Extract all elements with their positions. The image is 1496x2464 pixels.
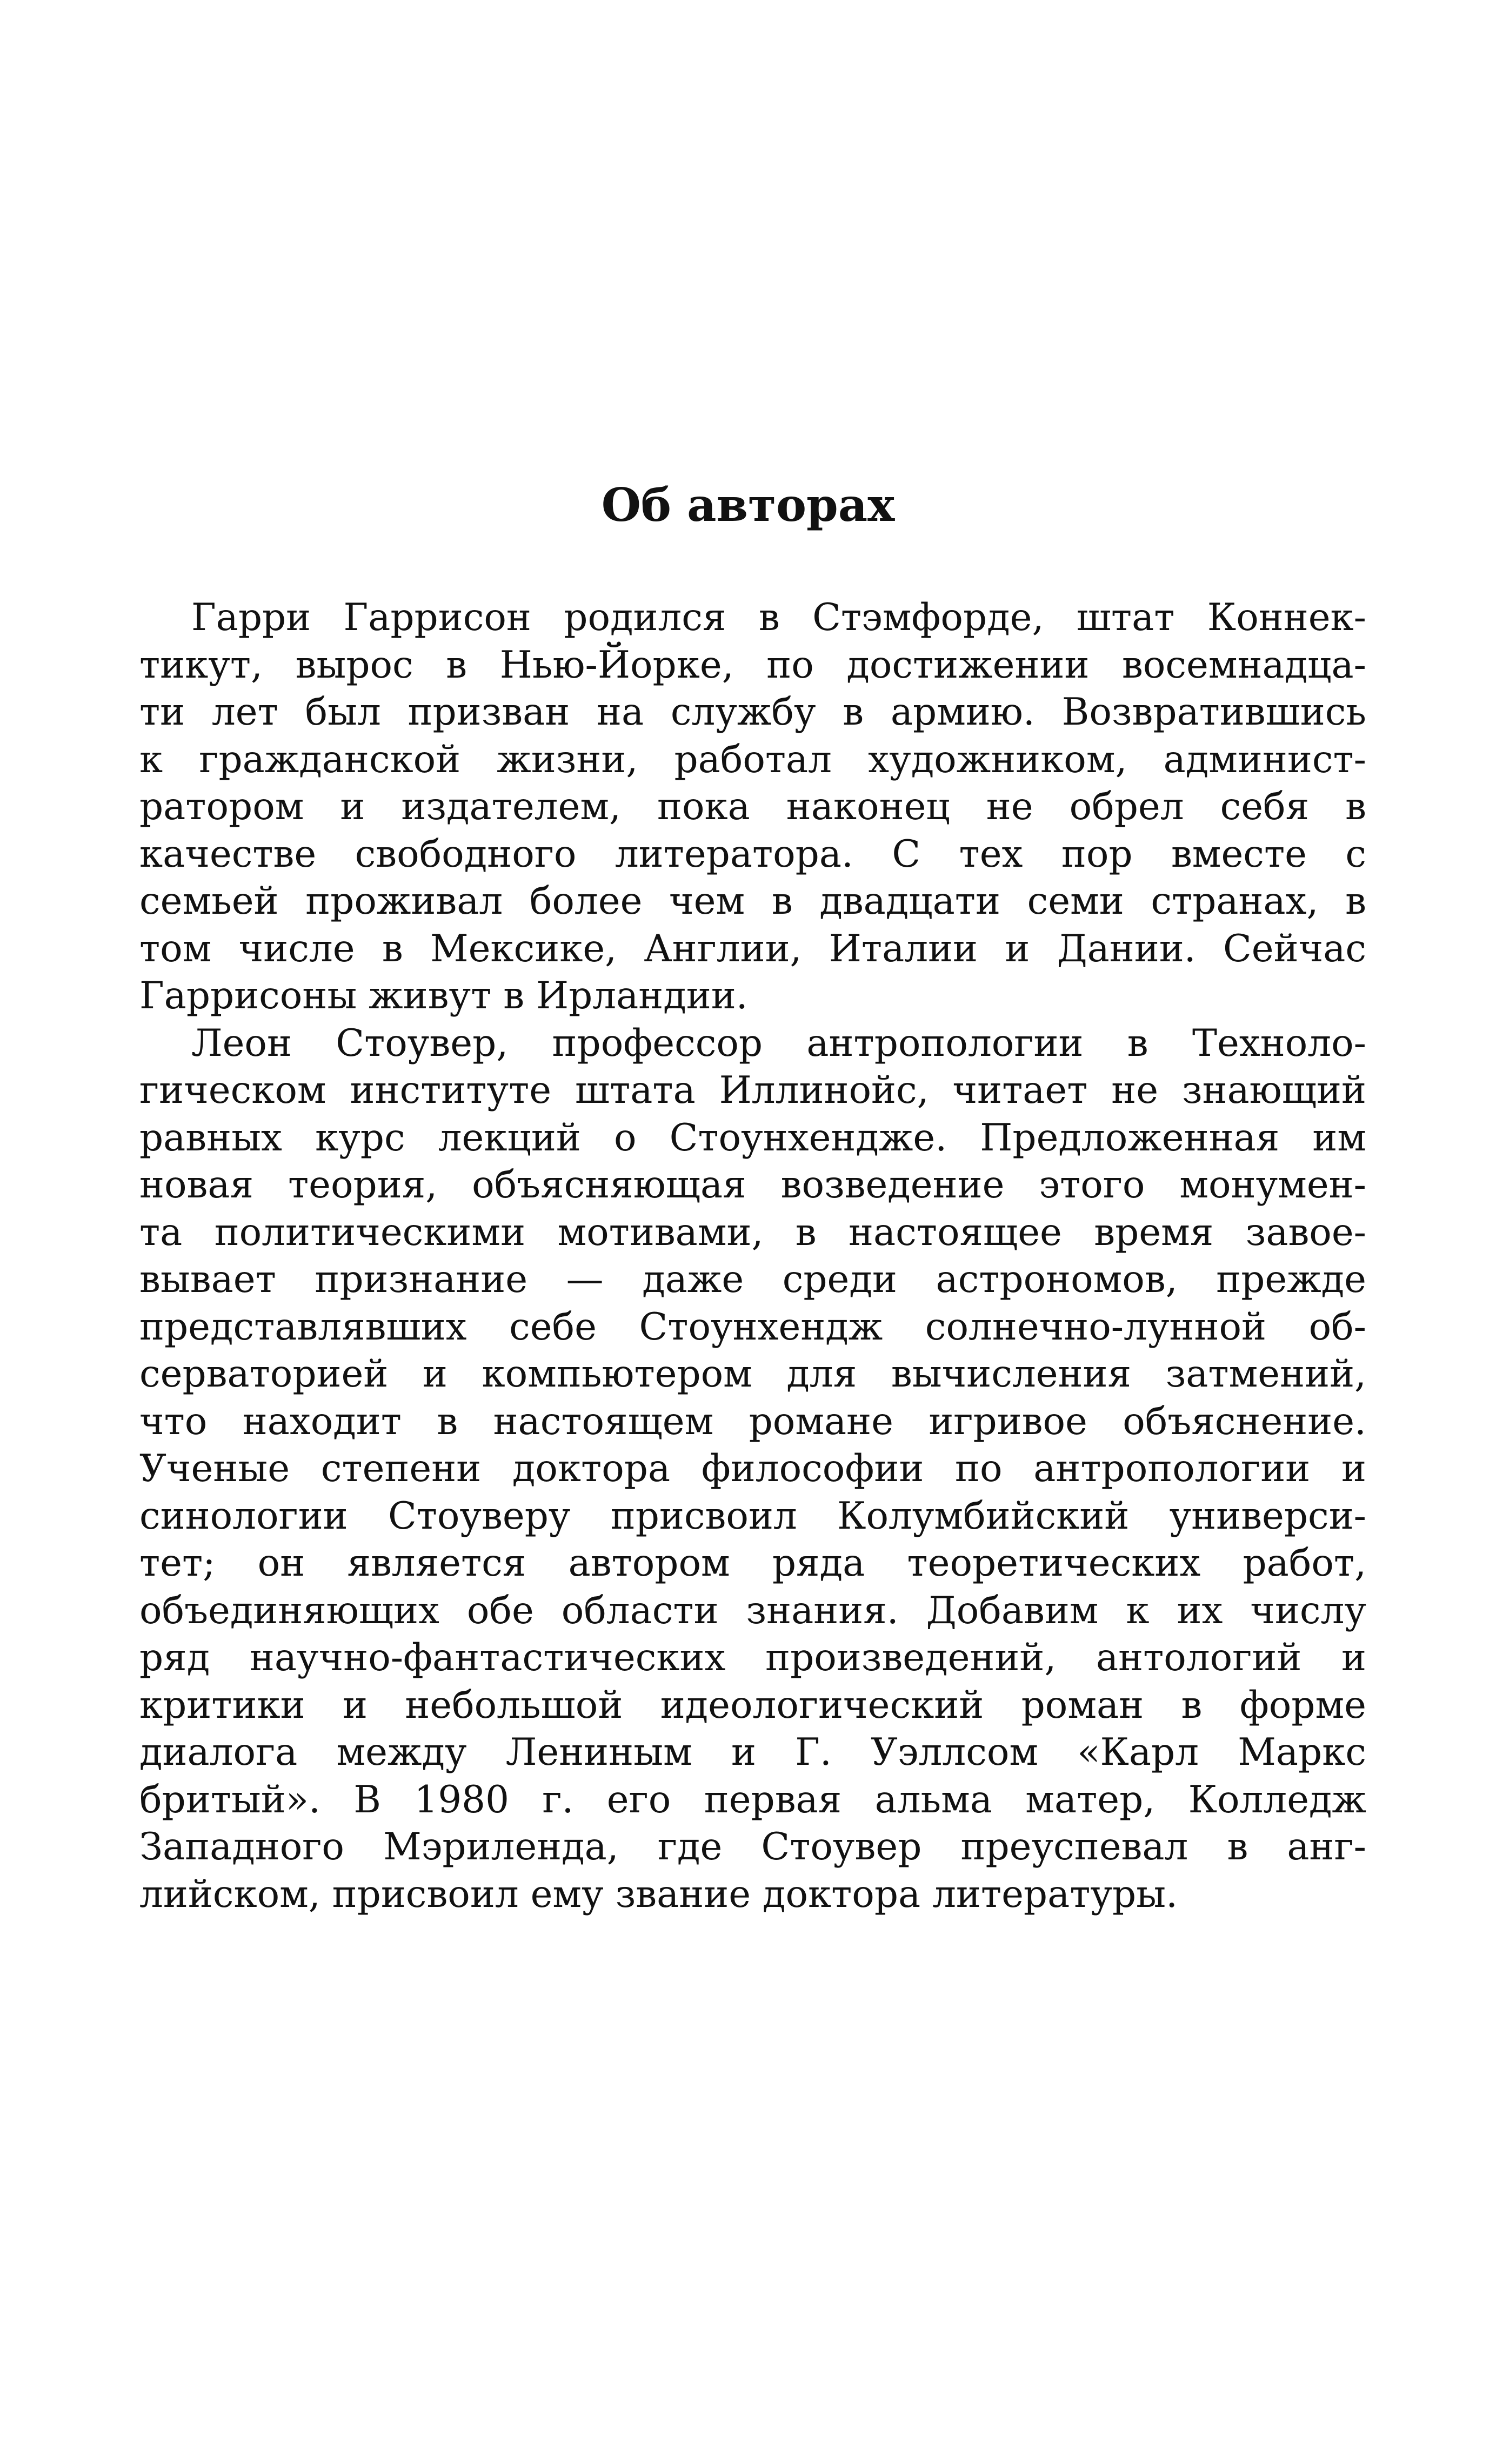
paragraph-harrison: [139, 594, 1366, 1020]
text-line: объединяющих обе области знания. Добавим к их числу: [139, 1589, 1366, 1632]
paragraph-stover: [139, 1020, 1366, 1919]
text-line: качестве свободного литератора. С тех пор вместе с: [139, 832, 1366, 876]
text-line: диалога между Лениным и Г. Уэллсом «Карл Маркс: [139, 1731, 1366, 1774]
text-line: Гарри Гаррисон родился в Стэмфорде, штат Коннек-: [191, 596, 1366, 639]
text-line: семьей проживал более чем в двадцати семи странах, в: [139, 880, 1366, 923]
text-line: синологии Стоуверу присвоил Колумбийский универси-: [139, 1494, 1366, 1538]
text-line: представлявших себе Стоунхендж солнечно-лунной об-: [139, 1305, 1366, 1349]
text-line: бритый». В 1980 г. его первая альма матер, Колледж: [139, 1778, 1366, 1822]
text-line: ти лет был призван на службу в армию. Возвратившись: [139, 691, 1366, 734]
text-line: гическом институте штата Иллинойс, читает не знающий: [139, 1069, 1366, 1112]
text-line: Ученые степени доктора философии по антропологии и: [139, 1447, 1366, 1490]
text-line: новая теория, объясняющая возведение этого монумен-: [139, 1163, 1366, 1207]
text-line: лийском, присвоил ему звание доктора литературы.: [139, 1872, 1178, 1916]
body-text: [139, 594, 1366, 1918]
text-line: том числе в Мексике, Англии, Италии и Дании. Сейчас: [139, 927, 1366, 970]
text-line: что находит в настоящем романе игривое объяснение.: [139, 1400, 1366, 1443]
text-line: Гаррисоны живут в Ирландии.: [139, 974, 748, 1017]
text-line: критики и небольшой идеологический роман в форме: [139, 1683, 1366, 1727]
text-line: равных курс лекций о Стоунхендже. Предложенная им: [139, 1116, 1366, 1160]
text-line: ратором и издателем, пока наконец не обрел себя в: [139, 785, 1366, 828]
text-line: тет; он является автором ряда теоретических работ,: [139, 1542, 1366, 1585]
text-line: Леон Стоувер, профессор антропологии в Техноло-: [191, 1021, 1366, 1065]
text-line: вывает признание — даже среди астрономов, прежде: [139, 1258, 1366, 1301]
text-line: тикут, вырос в Нью-Йорке, по достижении восемнадца-: [139, 643, 1366, 687]
text-line: к гражданской жизни, работал художником, админист-: [139, 738, 1366, 781]
text-line: ряд научно-фантастических произведений, антологий и: [139, 1636, 1366, 1679]
page-title: Об авторах: [601, 478, 895, 532]
text-line: Западного Мэриленда, где Стоувер преуспевал в анг-: [139, 1825, 1366, 1869]
text-line: серваторией и компьютером для вычисления затмений,: [139, 1352, 1366, 1396]
text-line: та политическими мотивами, в настоящее время завое-: [139, 1210, 1366, 1254]
